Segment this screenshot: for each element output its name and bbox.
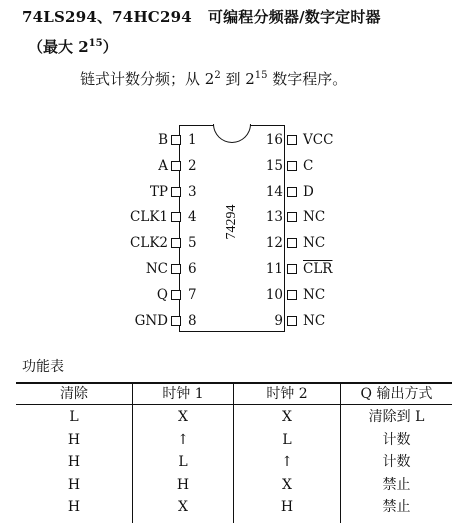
right-pin-box [287,238,297,248]
right-pin-box [287,212,297,222]
table-cell: 计数 [382,431,411,448]
right-pin-number: 15 [265,158,283,174]
table-cell: ↑ [177,431,189,448]
title-description: 可编程分频器/数字定时器 [207,8,381,26]
subtitle-exponent: 15 [88,38,103,49]
table-cell: H [176,476,190,493]
left-pin-number: 4 [188,209,197,225]
left-pin-box [171,161,181,171]
table-cell: 计数 [382,454,411,470]
right-pin-number: 12 [265,235,283,251]
left-pin-name: TP [149,184,168,200]
table-cell: L [282,431,292,448]
left-pin-number: 6 [188,261,197,277]
subtitle-text: （最大 2 [28,38,89,56]
function-table-title: 功能表 [22,359,64,375]
right-pin-name: VCC [303,132,334,148]
table-cell: H [280,499,294,515]
table-cell: 禁止 [382,476,411,493]
right-pin-box [287,161,297,171]
table-cell: H [67,476,81,493]
right-pin-number: 16 [265,132,283,148]
page-title [22,6,381,27]
right-pin-name: $\overline{CLR}$ [303,261,333,277]
left-pin-number: 7 [188,287,197,303]
left-pin-name: CLK1 [130,209,168,225]
desc-exponent-1: 2 [214,70,221,81]
ic-part-label: 74294 [224,204,239,240]
table-cell: X [178,409,188,425]
right-pin-name: D [303,184,314,200]
table-cell: H [67,499,81,515]
right-pin-box [287,264,297,274]
right-pin-name: NC [303,209,326,225]
left-pin-number: 2 [188,158,197,174]
left-pin-number: 3 [188,184,197,200]
left-pin-name: CLK2 [130,235,168,251]
left-pin-number: 5 [188,235,197,251]
desc-text-2: 到 2 [220,70,255,88]
desc-text-1: 链式计数分频；从 2 [80,70,215,88]
right-pin-number: 11 [265,261,283,277]
left-pin-number: 1 [188,132,197,148]
left-pin-box [171,212,181,222]
table-cell: X [282,476,292,493]
right-pin-name: NC [303,287,326,303]
table-cell: X [178,499,188,515]
left-pin-box [171,135,181,145]
left-pin-name: B [158,132,168,148]
table-cell: ↑ [281,454,293,470]
table-header-cell: Q 输出方式 [360,386,433,402]
table-cell: 禁止 [382,499,411,515]
left-pin-box [171,316,181,326]
desc-text-3: 数字程序。 [267,70,348,88]
left-pin-number: 8 [188,313,197,329]
left-pin-box [171,264,181,274]
table-header-cell: 清除 [60,386,88,402]
table-cell: X [282,409,292,425]
subtitle-close: ） [102,38,118,56]
left-pin-name: NC [145,261,168,277]
right-pin-number: 10 [265,287,283,303]
right-pin-box [287,316,297,326]
left-pin-name: GND [134,313,168,329]
right-pin-name: NC [303,235,326,251]
left-pin-name: A [158,158,168,174]
table-header-cell: 时钟 2 [266,386,308,402]
desc-exponent-2: 15 [254,70,268,81]
right-pin-number: 13 [265,209,283,225]
description-line [80,68,347,89]
table-cell: H [67,454,81,470]
left-pin-name: Q [156,287,168,303]
table-cell: L [69,409,79,425]
table-cell: H [67,431,81,448]
left-pin-box [171,238,181,248]
right-pin-name: C [303,158,314,174]
right-pin-box [287,135,297,145]
right-pin-name: NC [303,313,326,329]
left-pin-box [171,290,181,300]
right-pin-number: 14 [265,184,283,200]
right-pin-box [287,290,297,300]
table-header-cell: 时钟 1 [162,386,204,402]
page-subtitle [28,36,118,57]
right-pin-box [287,187,297,197]
left-pin-box [171,187,181,197]
table-cell: 清除到 L [368,409,425,425]
right-pin-number: 9 [274,313,283,329]
title-part-number: 74LS294、74HC294 [22,8,192,26]
table-cell: L [178,454,188,470]
